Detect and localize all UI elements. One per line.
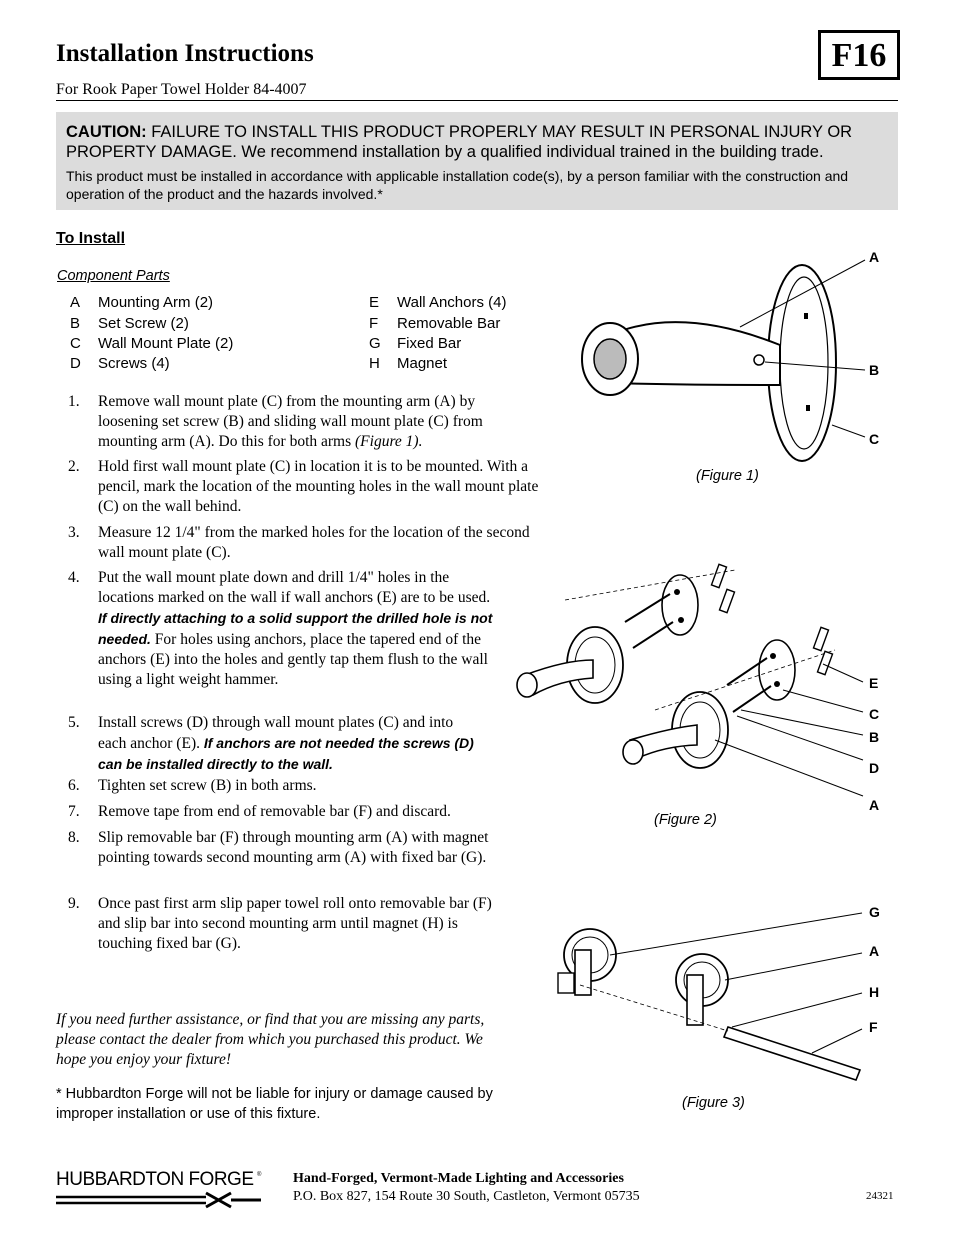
step-emphasis: If directly attaching to a solid support the drilled hole is not needed. <box>98 610 493 647</box>
assistance-note: If you need further assistance, or find that you are missing any parts, please contact the dealer from which you purchased this product. We hope you enjoy your fixture! <box>56 1011 485 1068</box>
header-divider <box>56 100 898 101</box>
figure-1-illustration <box>570 255 870 460</box>
caution-label: CAUTION: <box>66 123 147 141</box>
figure-2-caption: (Figure 2) <box>654 812 717 828</box>
callout-label: D <box>869 760 880 776</box>
step-text: Tighten set screw (B) in both arms. <box>98 777 317 794</box>
step-text: Put the wall mount plate down and drill 1/4" holes in the locations marked on the wall if wall anchors (E) are to be used. <box>98 569 491 606</box>
part-letter: C <box>70 335 81 352</box>
part-name: Removable Bar <box>397 315 501 332</box>
part-letter: A <box>70 294 81 311</box>
step-number: 4. <box>68 569 80 586</box>
callout-label: G <box>869 904 880 920</box>
callout-label: A <box>869 943 880 959</box>
step-text: Remove wall mount plate (C) from the mounting arm (A) by loosening set screw (B) and sliding wall mount plate (C) from mounting arm (A). Do this for both arms <box>98 393 483 450</box>
part-letter: F <box>369 315 379 332</box>
step-number: 2. <box>68 458 80 475</box>
caution-subtext: This product must be installed in accordance with applicable installation code(s), by a person familiar with the construction and operation of the product and the hazards involved.* <box>66 168 849 202</box>
liability-disclaimer: * Hubbardton Forge will not be liable for injury or damage caused by improper installation or use of this fixture. <box>56 1086 493 1122</box>
part-name: Wall Mount Plate (2) <box>98 335 234 352</box>
figure-reference: (Figure 1). <box>355 433 423 450</box>
step-number: 7. <box>68 803 80 820</box>
part-name: Screws (4) <box>98 355 170 372</box>
callout-label: A <box>869 797 880 813</box>
step-text-continued: For holes using anchors, place the tapered end of the anchors (E) into the holes and gently tap them flush to the wall using a light weight hammer. <box>98 631 488 688</box>
step-text: Slip removable bar (F) through mounting arm (A) with magnet pointing towards second mounting arm (A) with fixed bar (G). <box>98 829 489 866</box>
part-name: Wall Anchors (4) <box>397 294 507 311</box>
step-number: 5. <box>68 714 80 731</box>
callout-label: C <box>869 431 880 447</box>
step-text: Hold first wall mount plate (C) in location it is to be mounted. With a pencil, mark the location of the mounting holes in the wall mount plate (C) on the wall behind. <box>98 458 539 515</box>
caution-main-text <box>66 122 888 162</box>
step-number: 1. <box>68 393 80 410</box>
page-title: Installation Instructions <box>56 40 314 67</box>
figure-3-caption: (Figure 3) <box>682 1095 745 1111</box>
footer-tagline: Hand-Forged, Vermont-Made Lighting and Accessories <box>293 1171 624 1186</box>
callout-label: H <box>869 984 880 1000</box>
callout-label: B <box>869 729 880 745</box>
callout-label: A <box>869 249 880 265</box>
callout-label: F <box>869 1019 878 1035</box>
step-number: 9. <box>68 895 80 912</box>
callout-label: E <box>869 675 879 691</box>
part-letter: G <box>369 335 381 352</box>
part-name: Set Screw (2) <box>98 315 189 332</box>
hubbardton-forge-logo <box>56 1167 266 1209</box>
component-parts-heading: Component Parts <box>57 268 170 284</box>
step-text: Measure 12 1/4" from the marked holes for the location of the second wall mount plate (C). <box>98 524 530 561</box>
part-name: Fixed Bar <box>397 335 462 352</box>
document-code-badge: F16 <box>818 30 900 80</box>
step-number: 8. <box>68 829 80 846</box>
step-text: Once past first arm slip paper towel roll onto removable bar (F) and slip bar into second mounting arm until magnet (H) is touching fixed bar (G). <box>98 895 492 952</box>
logo-wordmark: HUBBARDTON FORGE <box>56 1169 254 1190</box>
step-number: 3. <box>68 524 80 541</box>
step-number: 6. <box>68 777 80 794</box>
page-subtitle: For Rook Paper Towel Holder 84-4007 <box>56 81 307 98</box>
callout-label: C <box>869 706 880 722</box>
svg-text:®: ® <box>257 1172 262 1178</box>
footer-address: P.O. Box 827, 154 Route 30 South, Castleton, Vermont 05735 <box>293 1189 640 1204</box>
figure-3-illustration <box>550 905 870 1085</box>
document-number: 24321 <box>866 1190 894 1202</box>
part-name: Magnet <box>397 355 448 372</box>
step-text: Remove tape from end of removable bar (F) and discard. <box>98 803 451 820</box>
caution-message: FAILURE TO INSTALL THIS PRODUCT PROPERLY MAY RESULT IN PERSONAL INJURY OR PROPERTY DAMAGE. We recommend installation by a qualified individual trained in the building trade. <box>66 123 853 161</box>
callout-label: B <box>869 362 880 378</box>
part-letter: H <box>369 355 380 372</box>
step-text: Install screws (D) through wall mount plates (C) and into each anchor (E). <box>98 714 454 752</box>
section-heading-to-install: To Install <box>56 230 126 247</box>
part-name: Mounting Arm (2) <box>98 294 214 311</box>
part-letter: B <box>70 315 81 332</box>
caution-box <box>56 112 898 210</box>
part-letter: D <box>70 355 81 372</box>
figure-2-illustration <box>505 560 875 805</box>
figure-1-caption: (Figure 1) <box>696 468 759 484</box>
step-emphasis: If anchors are not needed the screws (D) can be installed directly to the wall. <box>98 735 474 772</box>
part-letter: E <box>369 294 380 311</box>
